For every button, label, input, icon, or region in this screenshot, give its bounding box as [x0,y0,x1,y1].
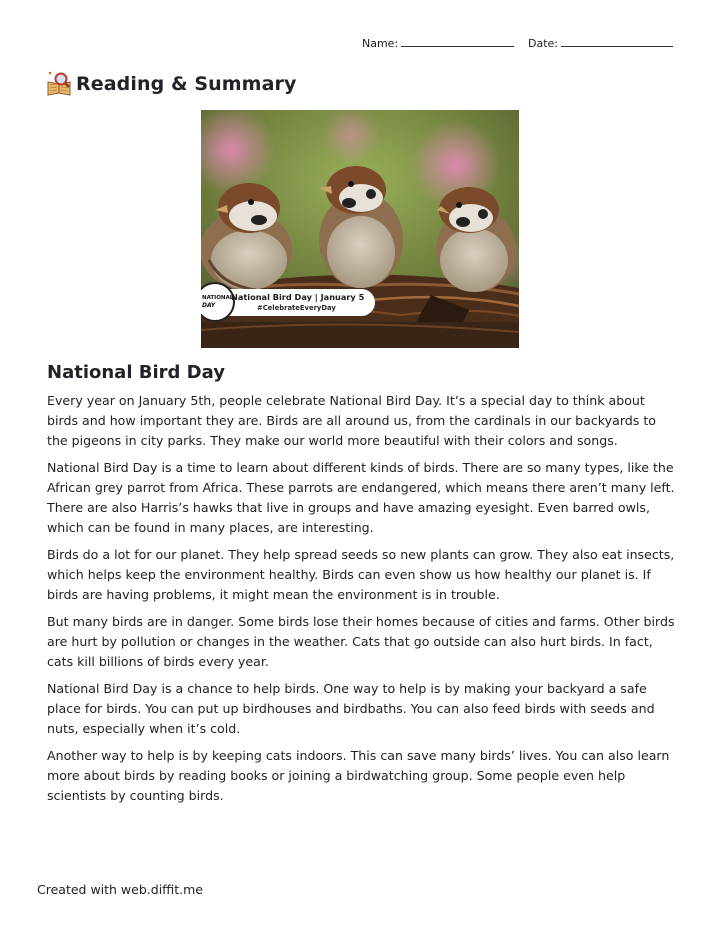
date-field[interactable] [528,36,673,50]
article-paragraph: National Bird Day is a chance to help birds. One way to help is by making your backyard a safe place for birds. You can put up birdhouses and birdbaths. You can also feed birds with seeds and nuts, especially when it’s cold. [47,681,655,736]
article-body [47,391,679,813]
name-field[interactable] [362,36,514,50]
name-label: Name: [362,37,399,50]
footer-credit: Created with web.diffit.me [37,882,203,897]
banner-tag: #CelebrateEveryDay [257,304,336,312]
section-title: Reading & Summary [76,73,297,95]
section-header [46,70,296,98]
logo-text-line2: DAY [202,302,216,309]
date-label: Date: [528,37,558,50]
article-paragraph: Every year on January 5th, people celebrate National Bird Day. It’s a special day to think about birds and how important they are. Birds are all around us, from the cardinals in our backyards to the pigeons in city parks. They make our world more beautiful with their colors and songs. [47,393,656,448]
banner-title: National Bird Day | January 5 [231,292,365,302]
article-paragraph: But many birds are in danger. Some birds lose their homes because of cities and farms. Other birds are hurt by pollution or changes in the weather. Cats that go outside can also hurt birds. In fact, cats kill billions of birds every year. [47,614,675,669]
book-magnifier-icon [46,71,72,97]
article-paragraph: National Bird Day is a time to learn about different kinds of birds. There are so many types, like the African grey parrot from Africa. These parrots are endangered, which means there aren’t many left. There are also Harris’s hawks that live in groups and have amazing eyesight. Even barred owls, which can be found in many places, are interesting. [47,460,675,535]
date-line [561,36,673,47]
header-fields [362,36,682,52]
article-title: National Bird Day [47,362,225,383]
logo-text-line1: NATIONAL [202,295,234,301]
article-paragraph: Another way to help is by keeping cats indoors. This can save many birds’ lives. You can also learn more about birds by reading books or joining a birdwatching group. Some people even help scientists by counting birds. [47,748,670,803]
article-paragraph: Birds do a lot for our planet. They help spread seeds so new plants can grow. They also eat insects, which helps keep the environment healthy. Birds can even show us how healthy our planet is. If birds are having problems, it might mean the environment is in trouble. [47,547,675,602]
name-line [401,36,514,47]
bird-day-image [201,110,519,348]
